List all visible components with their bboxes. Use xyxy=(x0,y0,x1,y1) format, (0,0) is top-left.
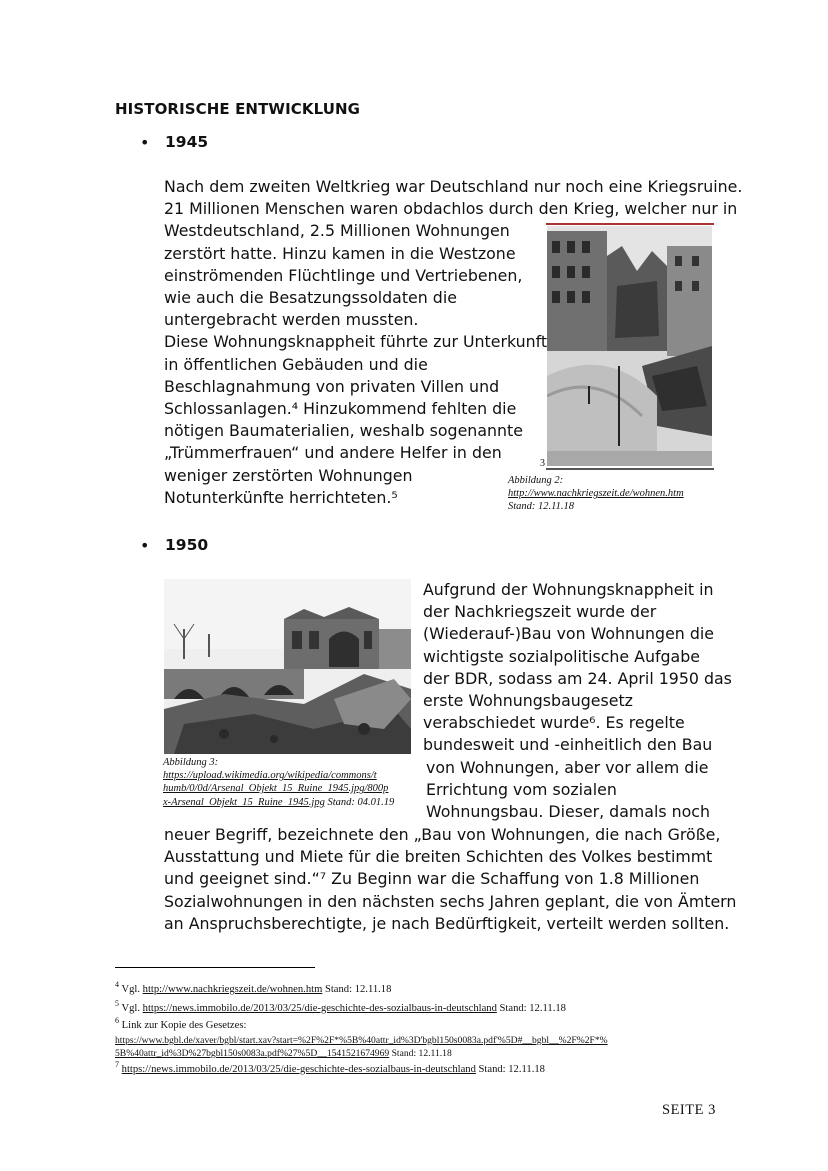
footnote-number: 5 xyxy=(115,999,119,1008)
text-line: neuer Begriff, bezeichnete den „Bau von Wohnungen, die nach Größe, xyxy=(164,825,721,844)
text-line: Beschlagnahmung von privaten Villen und xyxy=(164,376,500,396)
footnote-link-part2[interactable]: 5B%40attr_id%3D%27bgbl150s0083a.pdf%27%5D__1541521674969 xyxy=(115,1048,390,1059)
text-line: wichtigste sozialpolitische Aufgabe xyxy=(423,646,700,666)
text-line: von Wohnungen, aber vor allem die xyxy=(426,757,709,777)
caption-label: Abbildung 2: xyxy=(508,475,564,486)
text-line: Wohnungsbau. Dieser, damals noch xyxy=(426,802,710,822)
footnote-link[interactable]: http://www.nachkriegszeit.de/wohnen.htm xyxy=(142,984,323,995)
text-line: der Nachkriegszeit wurde der xyxy=(423,602,657,622)
footnote-link[interactable]: https://news.immobilo.de/2013/03/25/die-geschichte-des-sozialbaus-in-deutschland xyxy=(121,1064,476,1075)
footnote-stand: Stand: 12.11.18 xyxy=(496,1003,566,1014)
caption-link-part1[interactable]: https://upload.wikimedia.org/wikipedia/commons/t xyxy=(163,770,377,782)
photo-top-border xyxy=(546,223,714,225)
footnote-link[interactable]: https://news.immobilo.de/2013/03/25/die-geschichte-des-sozialbaus-in-deutschland xyxy=(142,1003,497,1014)
caption-link-part3[interactable]: x-Arsenal_Objekt_15_Ruine_1945.jpg xyxy=(163,796,325,808)
text-line: (Wiederauf-)Bau von Wohnungen die xyxy=(423,624,714,644)
footnote-stand: Stand: 12.11.18 xyxy=(322,984,392,995)
text-line: wie auch die Besatzungssoldaten die xyxy=(164,288,457,308)
footnote-prefix: Vgl. xyxy=(121,984,143,995)
photo-bottom-border xyxy=(546,468,714,470)
footnote-label: Link zur Kopie des Gesetzes: xyxy=(121,1020,247,1031)
paragraph-1950-full xyxy=(164,824,736,935)
text-line: zerstört hatte. Hinzu kamen in die Westzone xyxy=(164,243,516,263)
text-line: bundesweit und -einheitlich den Bau xyxy=(423,735,713,755)
caption-abbildung-2 xyxy=(508,474,684,514)
footnote-number: 6 xyxy=(115,1016,119,1025)
text-line: nötigen Baumaterialien, weshalb sogenannte xyxy=(164,421,523,441)
footnote-6 xyxy=(115,1013,608,1061)
footnote-number: 4 xyxy=(115,980,119,989)
footnote-stand: Stand: 12.11.18 xyxy=(389,1048,452,1059)
year-1945: 1945 xyxy=(165,133,209,151)
year-1950: 1950 xyxy=(165,536,209,554)
text-line: Schlossanlagen.⁴ Hinzukommend fehlten die xyxy=(164,399,517,419)
caption-link-part2[interactable]: humb/0/0d/Arsenal_Objekt_15_Ruine_1945.jpg/800p xyxy=(163,783,389,795)
caption-abbildung-3 xyxy=(163,756,394,809)
text-line: in öffentlichen Gebäuden und die xyxy=(164,354,428,374)
caption-stand: Stand: 12.11.18 xyxy=(508,501,575,513)
text-line: Ausstattung und Miete für die breiten Schichten des Volkes bestimmt xyxy=(164,847,713,867)
caption-stand: Stand: 04.01.19 xyxy=(327,796,395,808)
caption-label: Abbildung 3: xyxy=(163,757,219,768)
footnote-7 xyxy=(115,1057,545,1077)
footnote-stand: Stand: 12.11.18 xyxy=(475,1064,545,1075)
text-line: Sozialwohnungen in den nächsten sechs Jahren geplant, die von Ämtern xyxy=(164,891,737,911)
arsenal-ruin-photo xyxy=(164,579,411,754)
bullet-1945: • xyxy=(140,133,150,152)
text-line: erste Wohnungsbaugesetz xyxy=(423,691,633,711)
text-line: Notunterkünfte herrichteten.⁵ xyxy=(164,487,398,507)
text-line: verabschiedet wurde⁶. Es regelte xyxy=(423,713,685,733)
footnote-4 xyxy=(115,977,391,997)
text-line: Nach dem zweiten Weltkrieg war Deutschland nur noch eine Kriegsruine. xyxy=(164,177,743,196)
image-mark: 3 xyxy=(540,458,545,469)
caption-link[interactable]: http://www.nachkriegszeit.de/wohnen.htm xyxy=(508,488,684,500)
text-line: 21 Millionen Menschen waren obdachlos durch den Krieg, welcher nur in xyxy=(164,199,738,219)
paragraph-1950-right xyxy=(423,579,732,823)
text-line: weniger zerstörten Wohnungen xyxy=(164,465,413,485)
text-line: und geeignet sind.“⁷ Zu Beginn war die Schaffung von 1.8 Millionen xyxy=(164,869,700,889)
text-line: Errichtung vom sozialen xyxy=(426,779,617,799)
text-line: an Anspruchsberechtigte, je nach Bedürftigkeit, verteilt werden sollten. xyxy=(164,913,730,933)
page-number: SEITE 3 xyxy=(662,1102,716,1118)
text-line: Westdeutschland, 2.5 Millionen Wohnungen xyxy=(164,221,510,241)
section-heading: HISTORISCHE ENTWICKLUNG xyxy=(115,100,361,118)
text-line: Diese Wohnungsknappheit führte zur Unterkunft xyxy=(164,332,548,352)
footnote-separator xyxy=(115,967,315,968)
footnote-link-part1[interactable]: https://www.bgbl.de/xaver/bgbl/start.xav?start=%2F%2F*%5B%40attr_id%3D'bgbl150s0083a.pdf'%5D#__bgbl__%2F%2F*% xyxy=(115,1035,608,1046)
text-line: „Trümmerfrauen“ und andere Helfer in den xyxy=(164,443,502,463)
text-line: untergebracht werden mussten. xyxy=(164,310,419,330)
ruined-street-photo xyxy=(547,226,712,466)
text-line: Aufgrund der Wohnungsknappheit in xyxy=(423,580,714,599)
footnote-prefix: Vgl. xyxy=(121,1003,143,1014)
bullet-1950: • xyxy=(140,536,150,555)
text-line: einströmenden Flüchtlinge und Vertriebenen, xyxy=(164,265,523,285)
text-line: der BDR, sodass am 24. April 1950 das xyxy=(423,668,732,688)
footnote-number: 7 xyxy=(115,1060,119,1069)
